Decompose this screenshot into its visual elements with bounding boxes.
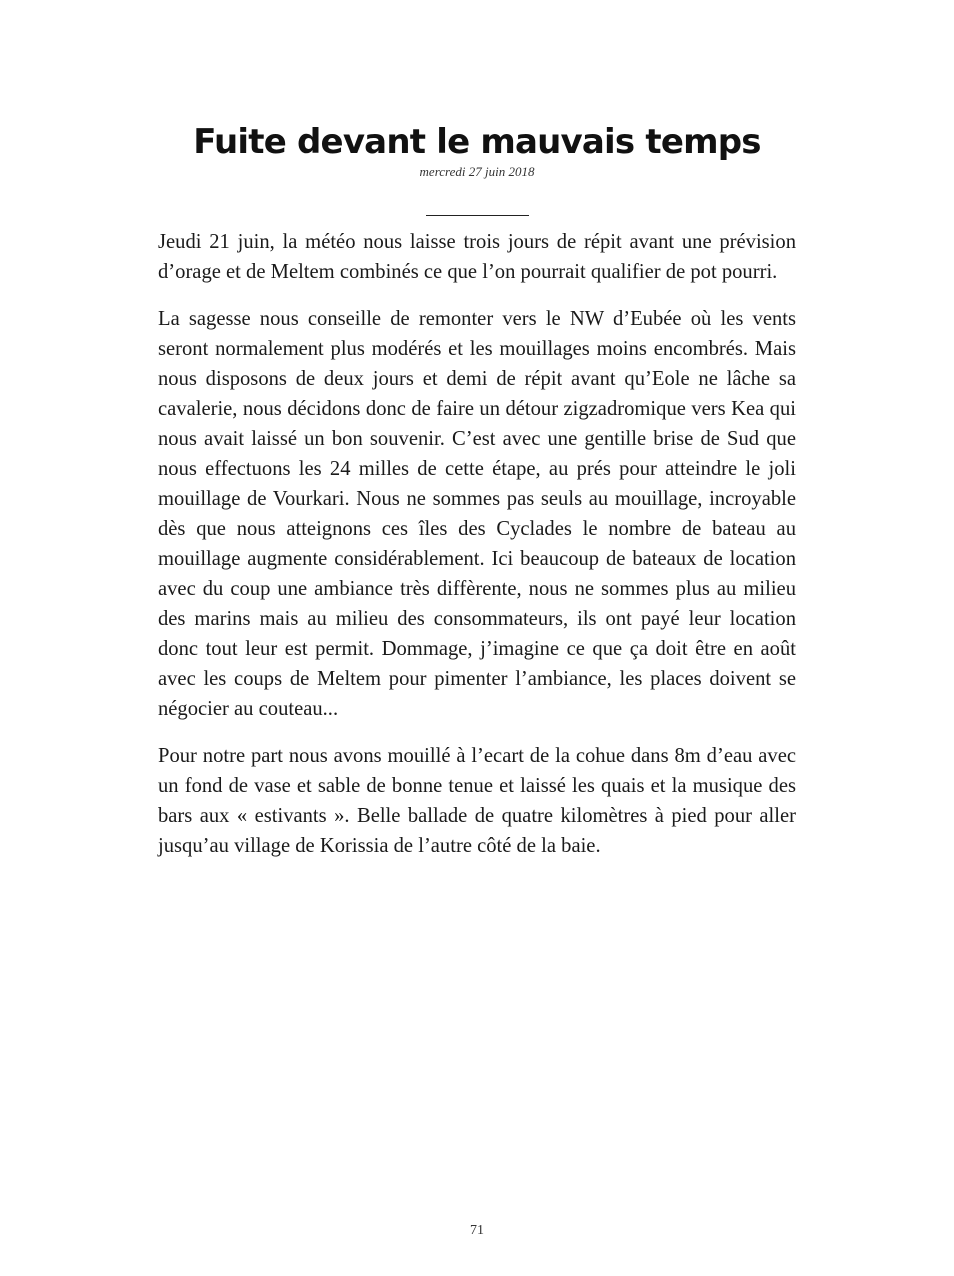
page-title: Fuite devant le mauvais temps	[193, 122, 761, 162]
paragraph: La sagesse nous conseille de remonter vers le NW d’Eubée où les vents seront normalement plus modérés et les mouillages moins encombrés. Mais nous disposons de deux jours et demi de répit avant qu’Eole ne lâche sa cavalerie, nous décidons donc de faire un détour zigzadromique vers Kea qui nous avait laissé un bon souvenir. C’est avec une gentille brise de Sud que nous effectuons les 24 milles de cette étape, au prés pour atteindre le joli mouillage de Vourkari. Nous ne sommes pas seuls au mouillage, incroyable dès que nous atteignons ces îles des Cyclades le nombre de bateau au mouillage augmente considérablement. Ici beaucoup de bateaux de location avec du coup une ambiance très diffèrente, nous ne sommes plus au milieu des marins mais au milieu des consommateurs, ils ont payé leur location donc tout leur est permit. Dommage, j’imagine ce que ça doit être en août avec les coups de Meltem pour pimenter l’ambiance, les places doivent se négocier au couteau...	[158, 308, 796, 720]
paragraph: Jeudi 21 juin, la météo nous laisse trois jours de répit avant une prévision d’orage et de Meltem combinés ce que l’on pourrait qualifier de pot pourri.	[158, 231, 796, 283]
page-number: 71	[470, 1223, 484, 1238]
title-divider	[426, 215, 529, 216]
paragraph: Pour notre part nous avons mouillé à l’ecart de la cohue dans 8m d’eau avec un fond de vase et sable de bonne tenue et laissé les quais et la musique des bars aux « estivants ». Belle ballade de quatre kilomètres à pied pour aller jusqu’au village de Korissia de l’autre côté de la baie.	[158, 745, 796, 857]
post-date: mercredi 27 juin 2018	[419, 164, 535, 179]
article-body	[158, 227, 796, 878]
